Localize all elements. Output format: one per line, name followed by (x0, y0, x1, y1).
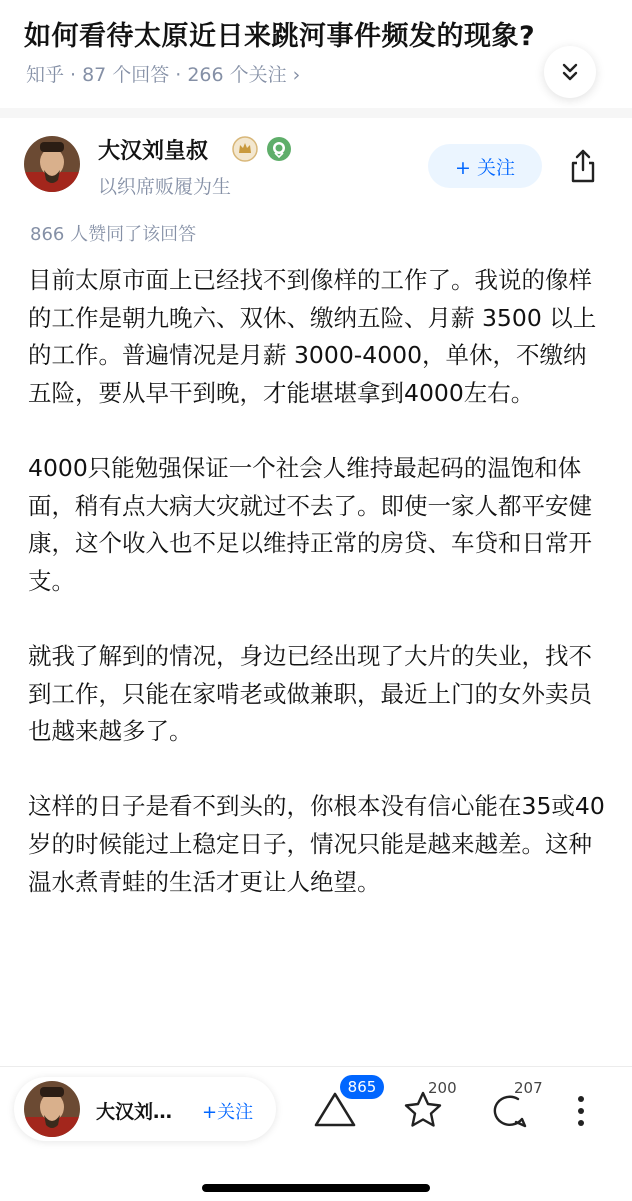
home-indicator (202, 1184, 430, 1192)
author-chip[interactable] (14, 1077, 276, 1141)
meta-separator: · (70, 64, 77, 86)
chevron-double-down-icon (558, 60, 582, 84)
answer-paragraph: 目前太原市面上已经找不到像样的工作了。我说的像样的工作是朝九晚六、双休、缴纳五险、月薪 3500 以上的工作。普遍情况是月薪 3000-4000，单休，不缴纳五险，要从早干到晚，才能堪堪拿到4000左右。 (28, 266, 597, 407)
avatar[interactable] (24, 136, 80, 192)
comment-count: 207 (514, 1079, 543, 1097)
avatar-portrait-image (24, 1081, 80, 1137)
upvote-summary: 866 人赞同了该回答 (30, 224, 197, 245)
answer-body (28, 262, 608, 939)
share-icon[interactable] (566, 148, 600, 184)
meta-separator: · (175, 64, 182, 86)
author-row (0, 118, 632, 214)
followers-count[interactable]: 266 个关注 (187, 64, 287, 86)
question-header (0, 0, 632, 104)
question-title[interactable]: 如何看待太原近日来跳河事件频发的现象? (24, 21, 536, 52)
author-name[interactable]: 大汉刘皇叔 (98, 139, 209, 164)
upvote-count-badge: 865 (340, 1075, 384, 1099)
follow-button[interactable]: + 关注 (428, 144, 542, 188)
crown-badge-icon[interactable] (232, 136, 258, 162)
more-vertical-icon[interactable] (574, 1091, 588, 1131)
chip-follow-button[interactable]: +关注 (202, 1102, 254, 1123)
expand-question-button[interactable] (544, 46, 596, 98)
favorite-count: 200 (428, 1079, 457, 1097)
author-bio: 以织席贩履为生 (98, 176, 232, 198)
comment-bubble-icon[interactable] (488, 1091, 530, 1131)
answers-count[interactable]: 87 个回答 (82, 64, 170, 86)
avatar-portrait-image (24, 136, 80, 192)
answer-paragraph: 就我了解到的情况，身边已经出现了大片的失业，找不到工作，只能在家啃老或做兼职，最近上门的女外卖员也越来越多了。 (28, 641, 592, 746)
source-label: 知乎 (26, 64, 65, 86)
chip-author-name: 大汉刘… (96, 1101, 173, 1123)
achievement-badge-icon[interactable] (266, 136, 292, 162)
chip-avatar[interactable] (24, 1081, 80, 1137)
question-meta (26, 60, 306, 87)
bottom-action-bar (0, 1066, 632, 1201)
answer-paragraph: 这样的日子是看不到头的，你根本没有信心能在35或40岁的时候能过上稳定日子，情况只能是越来越差。这种温水煮青蛙的生活才更让人绝望。 (28, 792, 605, 896)
answer-paragraph: 4000只能勉强保证一个社会人维持最起码的温饱和体面，稍有点大病大灾就过不去了。即使一家人都平安健康，这个收入也不足以维持正常的房贷、车贷和日常开支。 (28, 453, 592, 595)
section-divider (0, 108, 632, 118)
meta-more-glyph[interactable]: › (292, 64, 301, 86)
